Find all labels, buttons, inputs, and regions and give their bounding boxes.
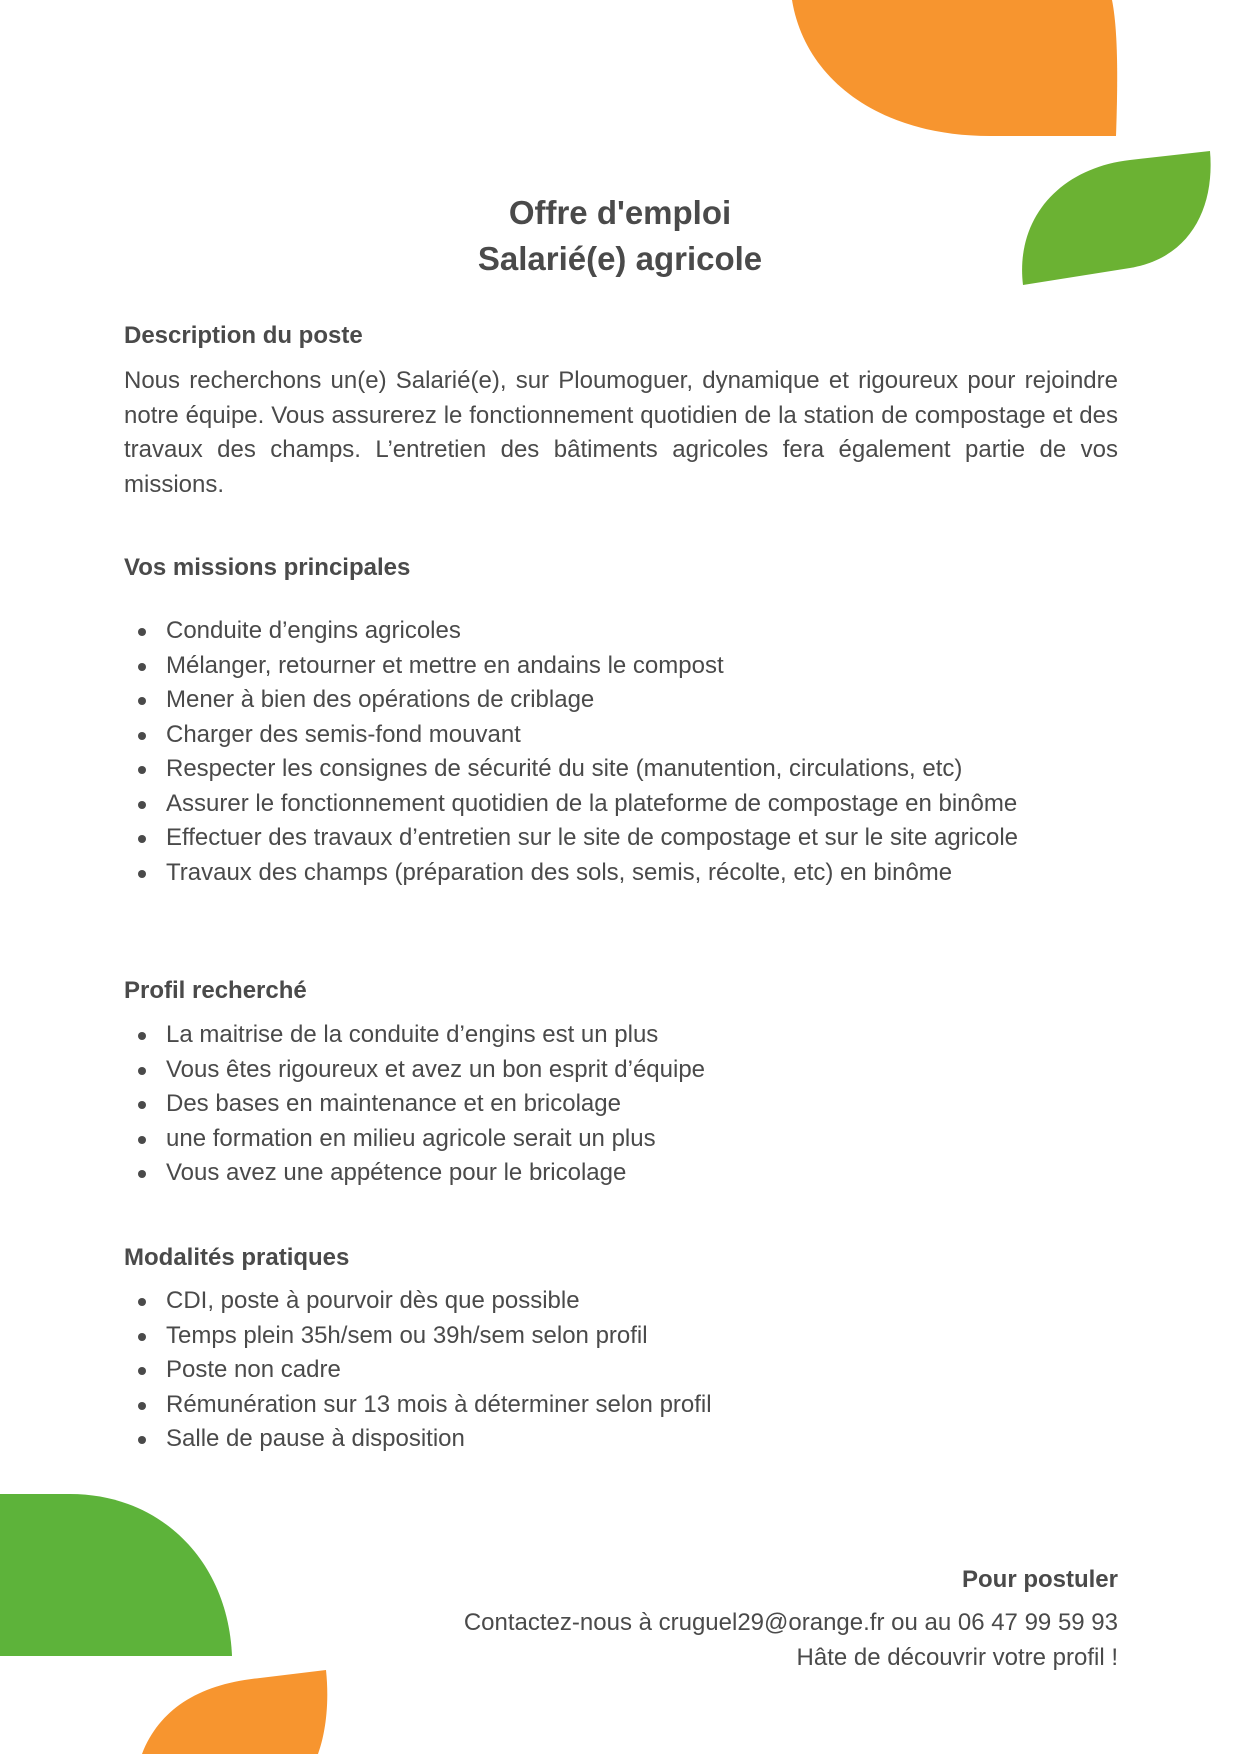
orange-leaf-top-right <box>790 0 1120 140</box>
list-item: Assurer le fonctionnement quotidien de la plateforme de compostage en binôme <box>124 787 1124 822</box>
bullet-dot-icon <box>138 835 146 843</box>
missions-heading: Vos missions principales <box>124 554 411 581</box>
list-item: Poste non cadre <box>124 1353 1124 1388</box>
list-item: une formation en milieu agricole serait un plus <box>124 1122 1124 1157</box>
bullet-dot-icon <box>138 1170 146 1178</box>
description-heading: Description du poste <box>124 322 363 349</box>
list-item: Effectuer des travaux d’entretien sur le site de compostage et sur le site agricole <box>124 821 1124 856</box>
bullet-dot-icon <box>138 1367 146 1375</box>
bullet-dot-icon <box>138 697 146 705</box>
list-item: Des bases en maintenance et en bricolage <box>124 1087 1124 1122</box>
list-item: Mener à bien des opérations de criblage <box>124 683 1124 718</box>
practical-heading: Modalités pratiques <box>124 1244 350 1271</box>
apply-section <box>218 1564 1118 1675</box>
profile-heading: Profil recherché <box>124 977 307 1004</box>
green-leaf-bottom-left <box>0 1490 240 1660</box>
bullet-dot-icon <box>138 1067 146 1075</box>
bullet-dot-icon <box>138 1402 146 1410</box>
bullet-dot-icon <box>138 628 146 636</box>
bullet-dot-icon <box>138 1436 146 1444</box>
closing-line: Hâte de découvrir votre profil ! <box>796 1643 1118 1671</box>
bullet-dot-icon <box>138 1333 146 1341</box>
orange-leaf-shape-2 <box>142 1670 327 1754</box>
title-line-2: Salarié(e) agricole <box>477 240 763 277</box>
list-item: CDI, poste à pourvoir dès que possible <box>124 1284 1124 1319</box>
bullet-dot-icon <box>138 732 146 740</box>
bullet-dot-icon <box>138 663 146 671</box>
orange-leaf-shape <box>792 0 1117 136</box>
orange-leaf-bottom-left <box>140 1668 340 1754</box>
green-leaf-shape-2 <box>0 1494 232 1656</box>
title-line-1: Offre d'emploi <box>508 194 732 231</box>
list-item: Charger des semis-fond mouvant <box>124 718 1124 753</box>
list-item: Conduite d’engins agricoles <box>124 614 1124 649</box>
list-item: Mélanger, retourner et mettre en andains le compost <box>124 649 1124 684</box>
practical-list <box>124 1284 1124 1457</box>
apply-heading: Pour postuler <box>961 1566 1118 1593</box>
profile-list <box>124 1018 1124 1191</box>
bullet-dot-icon <box>138 801 146 809</box>
list-item: Temps plein 35h/sem ou 39h/sem selon profil <box>124 1319 1124 1354</box>
list-item: Vous avez une appétence pour le bricolage <box>124 1156 1124 1191</box>
bullet-dot-icon <box>138 870 146 878</box>
list-item: Rémunération sur 13 mois à déterminer selon profil <box>124 1388 1124 1423</box>
bullet-dot-icon <box>138 1101 146 1109</box>
list-item: Travaux des champs (préparation des sols, semis, récolte, etc) en binôme <box>124 856 1124 891</box>
list-item: Vous êtes rigoureux et avez un bon esprit d’équipe <box>124 1053 1124 1088</box>
bullet-dot-icon <box>138 766 146 774</box>
list-item: Salle de pause à disposition <box>124 1422 1124 1457</box>
missions-list <box>124 614 1124 890</box>
list-item: La maitrise de la conduite d’engins est un plus <box>124 1018 1124 1053</box>
page-title <box>0 190 1240 282</box>
bullet-dot-icon <box>138 1136 146 1144</box>
description-text: Nous recherchons un(e) Salarié(e), sur Ploumoguer, dynamique et rigoureux pour rejoindre notre équipe. Vous assurerez le fonctionnement quotidien de la station de compostage et des travaux des champs. L’entretien des bâtiments agricoles fera également partie de vos missions. <box>124 367 1118 498</box>
bullet-dot-icon <box>138 1032 146 1040</box>
contact-line: Contactez-nous à cruguel29@orange.fr ou au 06 47 99 59 93 <box>463 1609 1118 1636</box>
list-item: Respecter les consignes de sécurité du site (manutention, circulations, etc) <box>124 752 1124 787</box>
bullet-dot-icon <box>138 1298 146 1306</box>
